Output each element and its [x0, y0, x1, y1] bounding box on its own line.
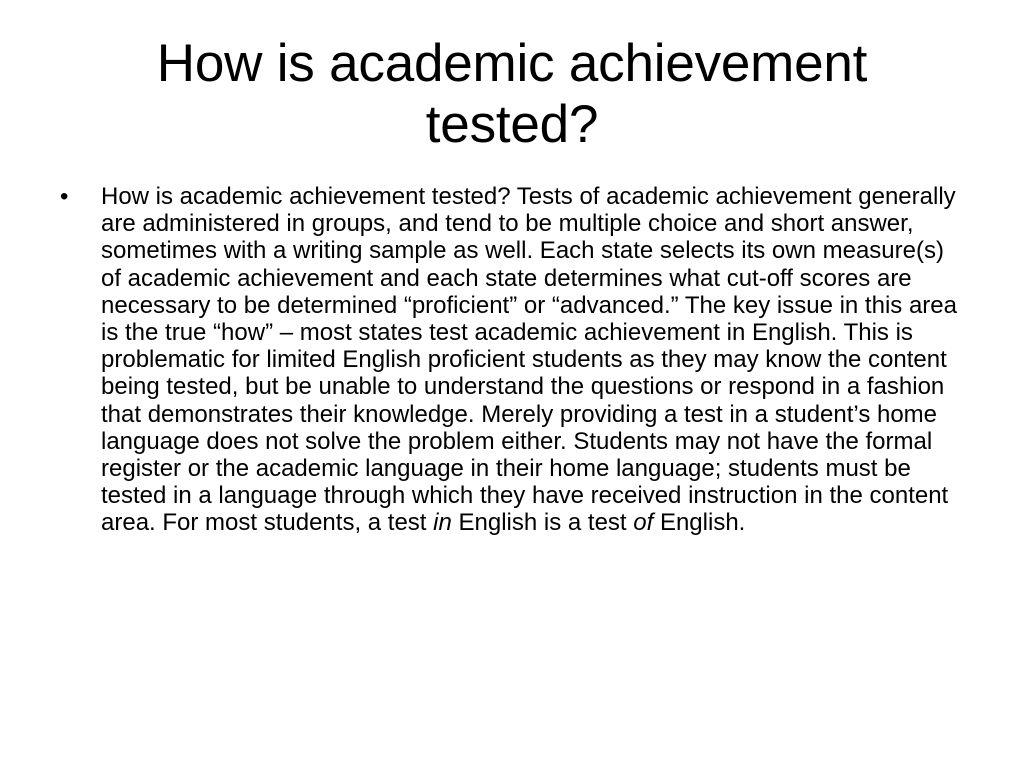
bullet-list — [58, 183, 970, 537]
slide-title: How is academic achievement tested? — [156, 34, 868, 154]
bullet-text-italic-of: of — [633, 509, 654, 537]
bullet-text-main: How is academic achievement tested? Tests of academic achievement generally are administered in groups, and tend to be multiple choice and short answer, sometimes with a writing sample as well. Each state selects its own measure(s) of academic achievement and each state determines what cut-off scores are necessary to be determined “proficient” or “advanced.” The key issue in this area is the true “how” – most states test academic achievement in English. This is problematic for limited English proficient students as they may know the content being tested, but be unable to understand the questions or respond in a fashion that demonstrates their knowledge. Merely providing a test in a student’s home language does not solve the problem either. Students may not have the formal register or the academic language in their home language; students must be tested in a language through which they have received instruction in the content area. For most students, a test — [101, 183, 957, 537]
bullet-text-mid: English is a test — [451, 509, 634, 537]
bullet-marker: • — [60, 183, 69, 210]
bullet-text — [101, 183, 970, 537]
bullet-item — [58, 183, 970, 537]
bullet-text-italic-in: in — [433, 509, 452, 537]
bullet-text-end: English. — [653, 509, 746, 537]
